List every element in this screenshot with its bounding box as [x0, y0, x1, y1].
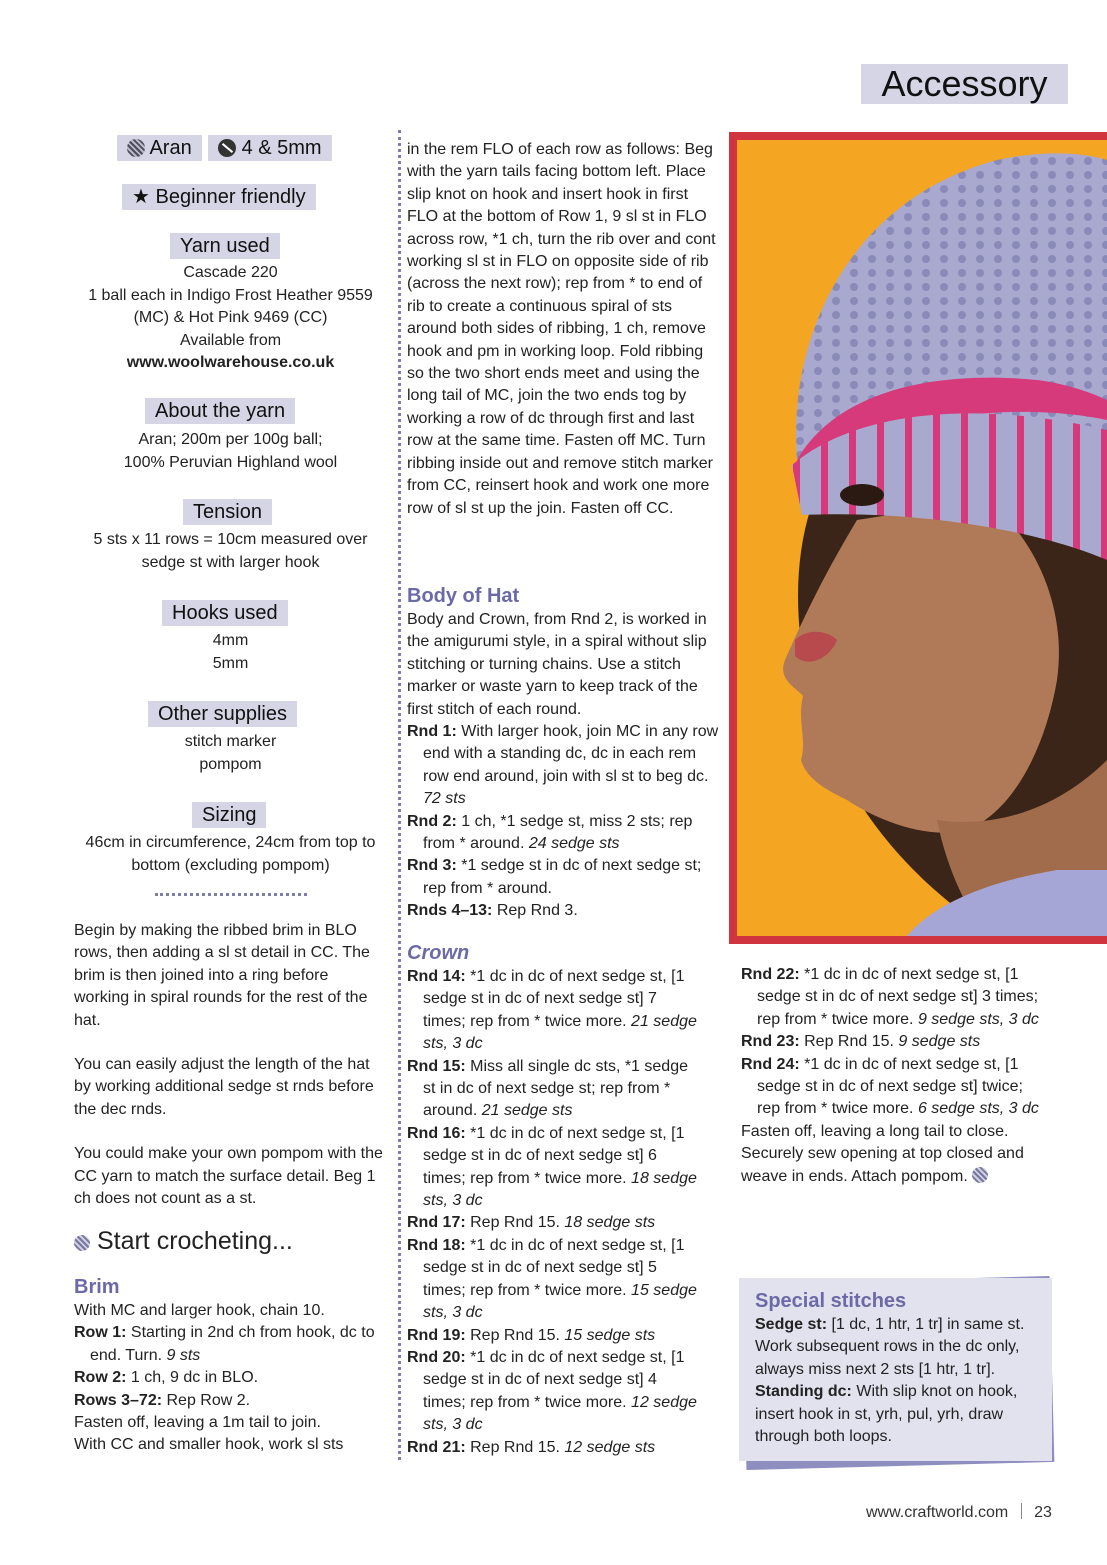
row-text: Rep Rnd 15.	[465, 1438, 565, 1456]
star-icon: ★	[132, 186, 150, 208]
sizing-heading: Sizing	[192, 802, 266, 828]
hook-size: 4mm	[212, 632, 249, 649]
row-text: *1 dc in dc of next sedge st, [1 sedge st in dc of next sedge st] 4 times; rep from * twice more.	[423, 1348, 685, 1411]
row-count: 18 sedge sts, 3 dc	[423, 1169, 697, 1210]
row-text: Rep Rnd 3.	[492, 902, 578, 920]
row-text: 1 ch, *1 sedge st, miss 2 sts; rep from * around.	[423, 812, 693, 853]
row-count: 72 sts	[423, 790, 466, 808]
difficulty-label: Beginner friendly	[155, 186, 306, 208]
row-count: 9 sts	[166, 1346, 201, 1364]
hat-photo	[729, 132, 1107, 944]
rnds-4-13	[407, 900, 722, 922]
term-text: [1 dc, 1 htr, 1 tr] in same st. Work subsequent rows in the dc only, always miss next 2 sts [1 htr, 1 tr].	[755, 1316, 1025, 1378]
row-label: Rnd 17:	[407, 1214, 466, 1232]
brim-row-3	[74, 1390, 394, 1412]
crown-continued	[741, 964, 1041, 1188]
footer	[866, 1502, 1052, 1524]
rnd-3	[407, 855, 722, 900]
rnd-1	[407, 721, 722, 811]
row-count: 24 sedge sts	[528, 835, 620, 853]
standing-dc-def	[755, 1381, 1040, 1448]
sizing-line: 46cm in circumference, 24cm from top to	[85, 834, 376, 851]
sedge-stitch-def	[755, 1314, 1040, 1381]
rnd-22	[741, 964, 1041, 1031]
page-number: 23	[1034, 1504, 1052, 1521]
rnd-2	[407, 811, 722, 856]
hook-size-badge	[208, 135, 332, 161]
row-text: With larger hook, join MC in any row end with a standing dc, dc in each rem row end around, join with sl st to beg dc.	[423, 723, 719, 785]
brim-row-1	[74, 1322, 394, 1367]
yarn-colour-2: (MC) & Hot Pink 9469 (CC)	[133, 309, 328, 326]
hooks-block	[68, 630, 393, 675]
weight-label: Aran	[149, 137, 192, 159]
intro-paragraph: You could make your own pompom with the CC yarn to match the surface detail. Beg 1 ch does not count as a st.	[74, 1145, 383, 1208]
row-label: Row 2:	[74, 1369, 127, 1387]
rnd-24	[741, 1054, 1041, 1121]
model-illustration	[737, 140, 1107, 936]
row-count: 21 sedge sts, 3 dc	[423, 1012, 697, 1053]
rnd-16	[407, 1123, 697, 1213]
row-text: Rep Row 2.	[162, 1391, 251, 1409]
brim-section	[74, 1274, 394, 1457]
row-count: 21 sedge sts	[481, 1102, 573, 1120]
rnd-14	[407, 966, 697, 1056]
row-text: *1 sedge st in dc of next sedge st; rep from * around.	[423, 857, 702, 897]
row-text: Rep Rnd 15.	[465, 1214, 565, 1232]
row-label: Rnds 4–13:	[407, 902, 493, 920]
rnd-21	[407, 1437, 697, 1459]
tension-heading: Tension	[183, 499, 272, 525]
yarn-ball-icon	[74, 1235, 90, 1251]
availability: Available from	[179, 331, 282, 349]
finish-text	[741, 1121, 1041, 1188]
brim-line: With MC and larger hook, chain 10.	[74, 1302, 325, 1319]
yarn-ball-icon	[972, 1167, 988, 1183]
weight-badge	[117, 135, 202, 161]
about-yarn-heading: About the yarn	[145, 398, 295, 424]
rnd-19	[407, 1325, 697, 1347]
yarn-colour-1: 1 ball each in Indigo Frost Heather 9559	[88, 286, 373, 304]
row-count: 18 sedge sts	[564, 1214, 656, 1232]
term-text: With slip knot on hook, insert hook in st, yrh, pul, yrh, draw through both loops.	[755, 1383, 1018, 1446]
crown-heading: Crown	[407, 942, 470, 964]
yarn-used-block	[68, 262, 393, 375]
about-yarn-line: 100% Peruvian Highland wool	[123, 453, 338, 471]
brim-line: Fasten off, leaving a 1m tail to join.	[74, 1414, 321, 1432]
row-label: Rnd 3:	[407, 857, 457, 875]
row-text: Starting in 2nd ch from hook, dc to end. Turn.	[90, 1324, 375, 1364]
row-count: 15 sedge sts	[564, 1326, 656, 1344]
intro-block	[74, 920, 386, 1210]
hook-size: 5mm	[212, 654, 249, 672]
supply-item: stitch marker	[184, 733, 277, 750]
supplier-link[interactable]: www.woolwarehouse.co.uk	[126, 354, 335, 371]
row-label: Rnd 20:	[407, 1348, 466, 1366]
term-label: Standing dc:	[755, 1383, 852, 1401]
brim-continued	[407, 139, 719, 520]
row-label: Rnd 22:	[741, 966, 800, 983]
hook-size-label: 4 & 5mm	[241, 137, 322, 159]
row-count: 9 sedge sts, 3 dc	[917, 1010, 1039, 1028]
row-text: *1 dc in dc of next sedge st, [1 sedge st in dc of next sedge st] twice; rep from * twice more.	[757, 1055, 1023, 1118]
brim-row-2	[74, 1367, 394, 1389]
row-label: Rnd 2:	[407, 812, 457, 830]
row-text: *1 dc in dc of next sedge st, [1 sedge st in dc of next sedge st] 3 times; rep from * twice more.	[757, 966, 1039, 1028]
row-label: Row 1:	[74, 1324, 127, 1342]
intro-paragraph: You can easily adjust the length of the hat by working additional sedge st rnds before the dec rnds.	[74, 1056, 374, 1118]
difficulty-badge	[122, 184, 316, 210]
column-divider	[398, 130, 401, 1460]
start-heading-label: Start crocheting...	[96, 1227, 293, 1255]
sizing-block	[68, 832, 393, 877]
row-label: Rnd 21:	[407, 1438, 466, 1456]
tension-line: sedge st with larger hook	[141, 553, 320, 571]
row-text: *1 dc in dc of next sedge st, [1 sedge st in dc of next sedge st] 6 times; rep from * twice more.	[423, 1124, 685, 1187]
section-tag: Accessory	[861, 64, 1068, 104]
row-text: Rep Rnd 15.	[799, 1033, 899, 1051]
row-count: 12 sedge sts, 3 dc	[423, 1393, 697, 1434]
yarn-ball-icon	[127, 139, 145, 157]
rnd-18	[407, 1235, 697, 1325]
supplies-heading: Other supplies	[148, 701, 297, 727]
yarn-brand: Cascade 220	[183, 264, 278, 281]
row-label: Rnd 16:	[407, 1124, 466, 1142]
row-text: 1 ch, 9 dc in BLO.	[126, 1369, 259, 1387]
body-heading: Body of Hat	[407, 585, 520, 607]
row-text: Rep Rnd 15.	[465, 1326, 565, 1344]
row-label: Rnd 1:	[407, 723, 457, 741]
crown-section	[407, 940, 697, 1459]
supplies-block	[68, 731, 393, 776]
special-stitches-heading: Special stitches	[755, 1290, 907, 1312]
row-label: Rnd 23:	[741, 1033, 800, 1051]
row-text: Miss all single dc sts, *1 sedge st in dc of next sedge st; rep from * around.	[423, 1057, 688, 1120]
finish-line: Fasten off, leaving a long tail to close. Securely sew opening at top closed and weave in ends. Attach pompom.	[741, 1122, 1024, 1185]
about-yarn-line: Aran; 200m per 100g ball;	[138, 431, 323, 448]
intro-paragraph: Begin by making the ribbed brim in BLO rows, then adding a sl st detail in CC. The brim is then joined into a ring before working in spiral rounds for the rest of the hat.	[74, 922, 370, 1029]
row-label: Rows 3–72:	[74, 1391, 163, 1409]
body-section	[407, 583, 722, 923]
tension-line: 5 sts x 11 rows = 10cm measured over	[93, 531, 368, 548]
rnd-17	[407, 1212, 697, 1234]
brim-line: With CC and smaller hook, work sl sts	[74, 1436, 344, 1454]
hook-icon	[218, 139, 236, 157]
footer-separator	[1021, 1503, 1022, 1519]
row-label: Rnd 15:	[407, 1057, 466, 1075]
hooks-heading: Hooks used	[162, 600, 288, 626]
row-label: Rnd 18:	[407, 1236, 466, 1254]
term-label: Sedge st:	[755, 1316, 828, 1333]
rnd-23	[741, 1031, 1041, 1053]
special-stitches-box	[739, 1278, 1052, 1461]
brim-heading: Brim	[74, 1276, 120, 1298]
row-count: 12 sedge sts	[564, 1438, 656, 1456]
yarn-used-heading: Yarn used	[170, 233, 280, 259]
row-label: Rnd 14:	[407, 968, 466, 985]
rnd-20	[407, 1347, 697, 1437]
row-count: 15 sedge sts, 3 dc	[423, 1281, 697, 1322]
row-label: Rnd 19:	[407, 1326, 466, 1344]
row-count: 9 sedge sts	[898, 1033, 981, 1051]
tension-block	[68, 529, 393, 574]
about-yarn-block	[68, 429, 393, 474]
footer-site[interactable]: www.craftworld.com	[866, 1504, 1009, 1521]
row-count: 6 sedge sts, 3 dc	[917, 1100, 1039, 1118]
row-text: *1 dc in dc of next sedge st, [1 sedge st in dc of next sedge st] 7 times; rep from * twice more.	[423, 968, 685, 1030]
supply-item: pompom	[199, 755, 262, 773]
brim-continued-text: in the rem FLO of each row as follows: Beg with the yarn tails facing bottom left. Place slip knot on hook and insert hook in first FLO at the bottom of Row 1, 9 sl st in FLO across row, *1 ch, turn the rib over and cont working sl st in FLO on opposite side of rib (across the next row); rep from * to end of rib to create a continuous spiral of sts around both sides of ribbing, 1 ch, remove hook and pm in working loop. Fold ribbing so the two short ends meet and using the long tail of MC, join the two ends tog by working a row of dc through first and last row at the same time. Fasten off MC. Turn ribbing inside out and remove stitch marker from CC, reinsert hook and work one more row of sl st up the join. Fasten off CC.	[407, 141, 716, 517]
start-heading	[74, 1226, 293, 1256]
rnd-15	[407, 1056, 697, 1123]
row-label: Rnd 24:	[741, 1055, 800, 1073]
row-text: *1 dc in dc of next sedge st, [1 sedge st in dc of next sedge st] 5 times; rep from * twice more.	[423, 1236, 685, 1299]
sizing-line: bottom (excluding pompom)	[131, 856, 330, 874]
body-intro: Body and Crown, from Rnd 2, is worked in the amigurumi style, in a spiral without slip stitching or turning chains. Use a stitch marker or waste yarn to keep track of the first stitch of each round.	[407, 611, 707, 718]
divider	[155, 893, 307, 896]
